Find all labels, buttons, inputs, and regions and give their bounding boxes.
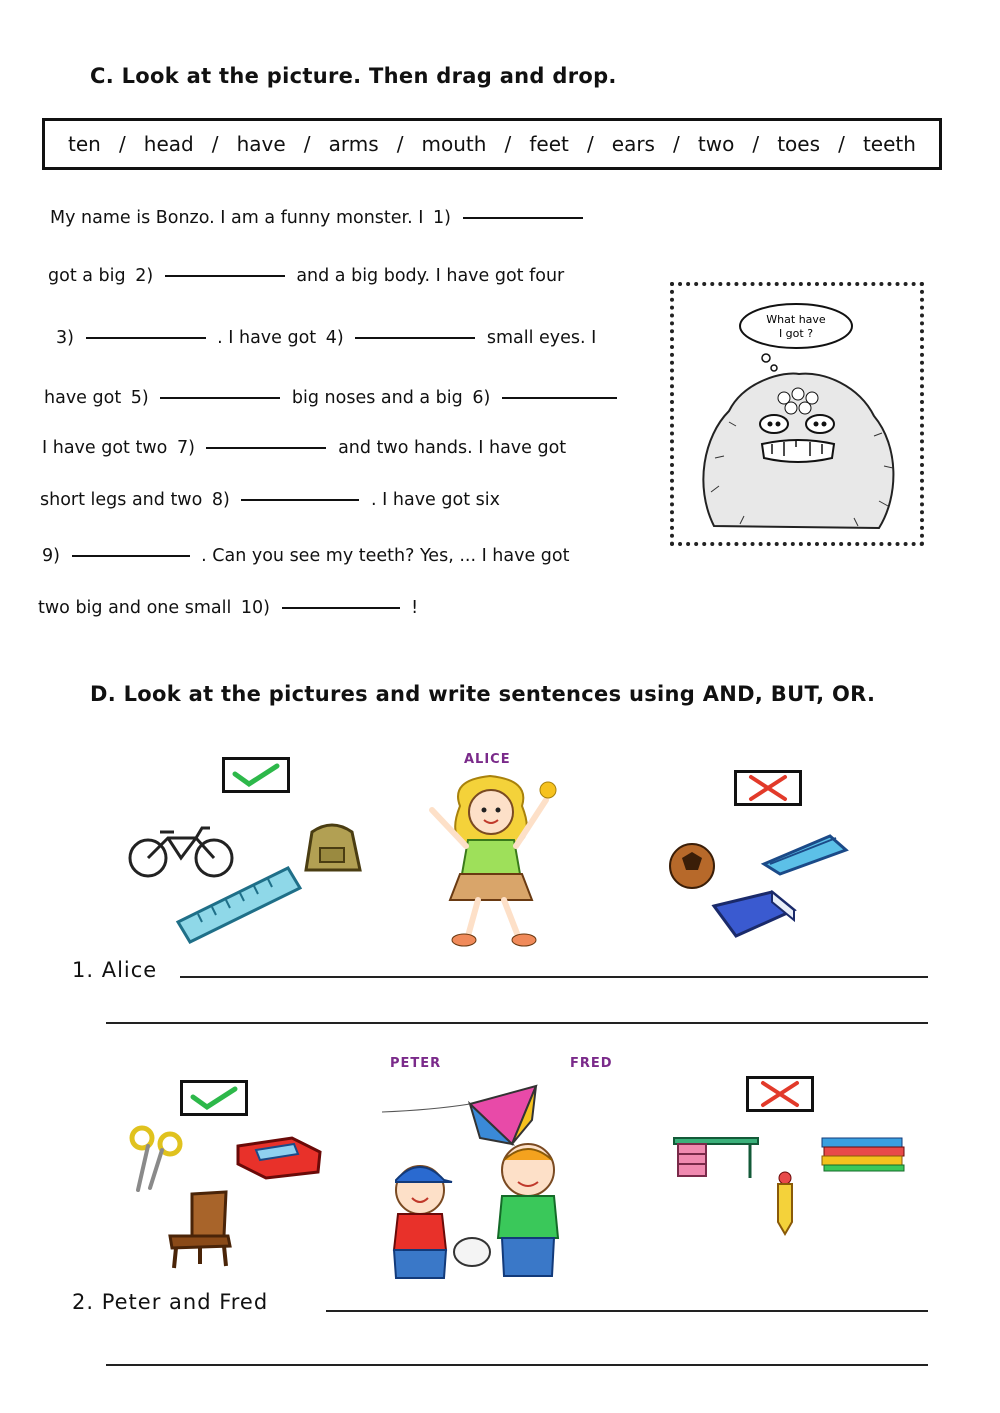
checkmark-icon <box>225 760 287 790</box>
peter-caption: PETER <box>390 1056 442 1071</box>
word-chip[interactable]: arms <box>328 132 379 156</box>
blank-3[interactable] <box>86 337 206 339</box>
alice-caption: ALICE <box>464 752 511 767</box>
monster-illustration <box>674 286 920 542</box>
alice-illustration <box>420 770 562 952</box>
word-separator: / <box>504 132 512 156</box>
text-line-6: short legs and two 8) . I have got six <box>40 490 500 510</box>
text-line-5: I have got two 7) and two hands. I have got <box>42 438 567 458</box>
word-bank <box>42 118 942 170</box>
text-line-3: 3) . I have got 4) small eyes. I <box>56 328 597 348</box>
word-chip[interactable]: teeth <box>862 132 916 156</box>
fred-caption: FRED <box>570 1056 613 1071</box>
cross-box <box>734 770 802 806</box>
scissors-icon <box>124 1122 190 1196</box>
word-chip[interactable]: have <box>236 132 286 156</box>
word-chip[interactable]: ears <box>611 132 655 156</box>
word-chip[interactable]: ten <box>68 132 101 156</box>
books-icon <box>818 1134 908 1174</box>
check-box <box>222 757 290 793</box>
pencil-icon <box>770 1170 800 1238</box>
thought-bubble <box>740 304 852 348</box>
blank-7[interactable] <box>206 447 326 449</box>
answer-label-1: 1. Alice <box>72 958 158 982</box>
section-d-heading: D. Look at the pictures and write sentences using AND, BUT, OR. <box>90 682 876 706</box>
answer-label-2: 2. Peter and Fred <box>72 1290 269 1314</box>
blank-10[interactable] <box>282 607 400 609</box>
section-c-heading: C. Look at the picture. Then drag and drop. <box>90 64 617 88</box>
word-chip[interactable]: head <box>143 132 194 156</box>
ruler-icon <box>172 860 304 944</box>
word-chip[interactable]: mouth <box>421 132 487 156</box>
desk-icon <box>670 1132 762 1182</box>
word-separator: / <box>673 132 680 156</box>
blank-8[interactable] <box>241 499 359 501</box>
text-line-7: 9) . Can you see my teeth? Yes, ... I have got <box>42 546 570 566</box>
word-separator: / <box>586 132 594 156</box>
check-box-2 <box>180 1080 248 1116</box>
word-separator: / <box>752 132 760 156</box>
blank-5[interactable] <box>160 397 280 399</box>
blank-9[interactable] <box>72 555 190 557</box>
answer-line-2a[interactable] <box>326 1310 928 1312</box>
eraser-icon <box>708 880 800 942</box>
text-line-8: two big and one small 10) ! <box>38 598 419 618</box>
word-chip[interactable]: two <box>697 132 735 156</box>
word-chip[interactable]: toes <box>777 132 821 156</box>
blank-6[interactable] <box>502 397 617 399</box>
pencil-case-icon <box>756 828 852 878</box>
blank-2[interactable] <box>165 275 285 277</box>
blank-1[interactable] <box>463 217 583 219</box>
word-separator: / <box>838 132 845 156</box>
thought-text-1: What have <box>766 313 826 326</box>
blank-4[interactable] <box>355 337 475 339</box>
cross-icon <box>737 773 799 803</box>
word-separator: / <box>211 132 219 156</box>
word-separator: / <box>396 132 404 156</box>
word-separator: / <box>303 132 311 156</box>
text-line-4: have got 5) big noses and a big 6) <box>44 388 623 408</box>
boys-with-kite-illustration <box>372 1080 572 1280</box>
chair-icon <box>164 1190 238 1270</box>
answer-line-2b[interactable] <box>106 1364 928 1366</box>
cross-box-2 <box>746 1076 814 1112</box>
text-line-1: My name is Bonzo. I am a funny monster. I 1) <box>50 208 589 228</box>
text-line-2: got a big 2) and a big body. I have got four <box>48 266 565 286</box>
answer-line-1b[interactable] <box>106 1022 928 1024</box>
cross-icon <box>749 1079 811 1109</box>
backpack-icon <box>298 818 366 878</box>
thought-text-2: I got ? <box>778 327 814 340</box>
answer-line-1a[interactable] <box>180 976 928 978</box>
word-chip[interactable]: feet <box>529 132 569 156</box>
monster-picture-frame <box>670 282 924 546</box>
word-separator: / <box>118 132 126 156</box>
checkmark-icon <box>183 1083 245 1113</box>
sharpener-icon <box>232 1132 326 1182</box>
